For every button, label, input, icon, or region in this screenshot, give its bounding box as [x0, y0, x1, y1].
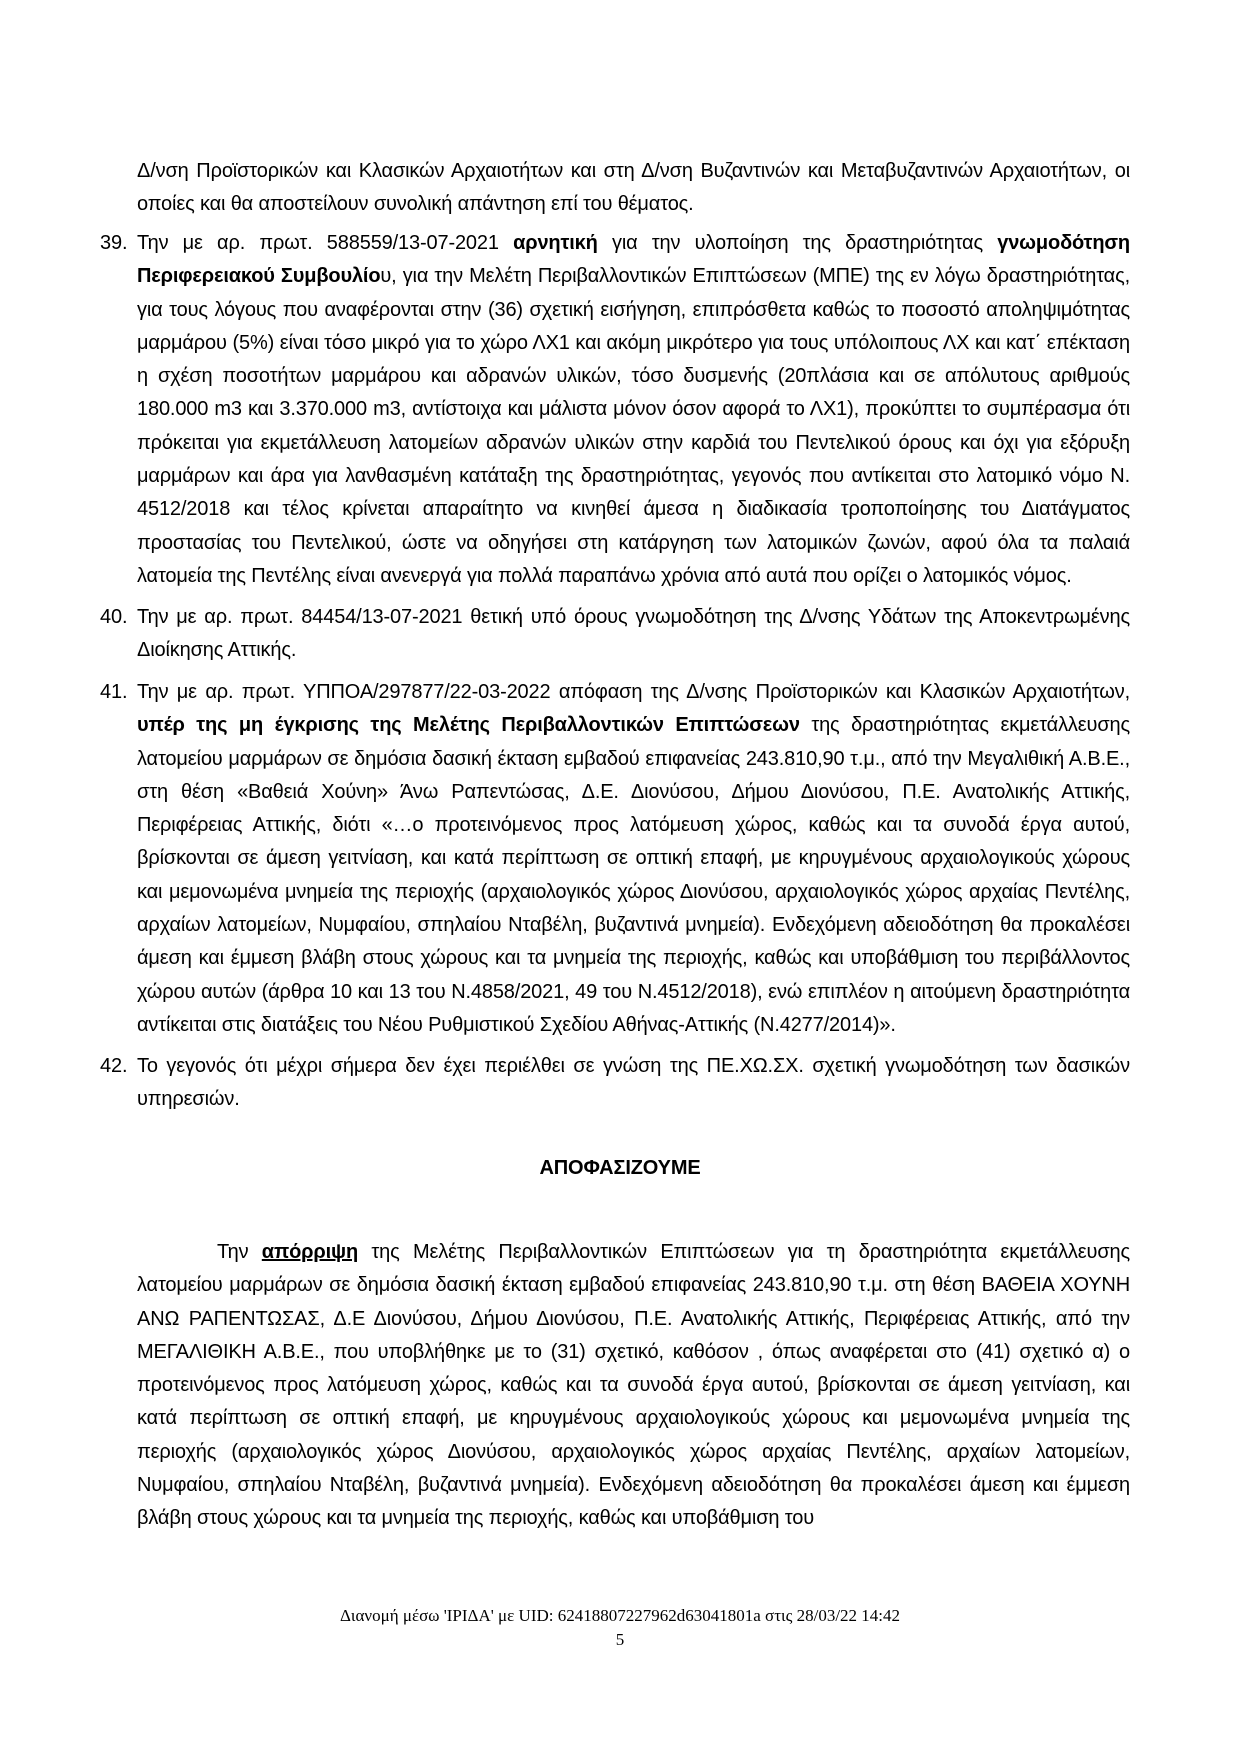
decision-text: της Μελέτης Περιβαλλοντικών Επιπτώσεων για τη δραστηριότητα εκμετάλλευσης λατομείου μαρμάρων σε δημόσια δασική έκταση εμβαδού επιφανείας 243.810,90 τ.μ. στη θέση ΒΑΘΕΙΑ ΧΟΥΝΗ ΑΝΩ ΡΑΠΕΝΤΩΣΑΣ, Δ.Ε Διονύσου, Δήμου Διονύσου, Π.Ε. Ανατολικής Αττικής, Περιφέρειας Αττικής, από την ΜΕΓΑΛΙΘΙΚΗ Α.Β.Ε., που υποβλήθηκε με το (31) σχετικό, καθόσον , όπως αναφέρεται στο (41) σχετικό α) ο προτεινόμενος προς λατόμευση χώρος, καθώς και τα συνοδά έργα αυτού, βρίσκονται σε άμεση γειτνίαση, και κατά περίπτωση σε οπτική επαφή, με κηρυγμένους αρχαιολογικούς χώρους και μεμονωμένα μνημεία της περιοχής (αρχαιολογικός χώρος Διονύσου, αρχαιολογικός χώρος αρχαίας Πεντέλης, αρχαίων λατομείων, Νυμφαίου, σπηλαίου Νταβέλη, βυζαντινά μνημεία). Ενδεχόμενη αδειοδότηση θα προκαλέσει άμεση και έμμεση βλάβη στους χώρους και τα μνημεία της περιοχής, καθώς και υποβάθμιση του [137, 1241, 1130, 1530]
decision-emphasis: απόρριψη [261, 1241, 359, 1263]
item-text [137, 676, 1130, 1042]
item-text-part: Την με αρ. πρωτ. 588559/13-07-2021 [137, 232, 514, 254]
item-text: Το γεγονός ότι μέχρι σήμερα δεν έχει περιέλθει σε γνώση της ΠΕ.ΧΩ.ΣΧ. σχετική γνωμοδότηση των δασικών υπηρεσιών. [137, 1055, 1130, 1111]
intro-paragraph [137, 155, 1130, 222]
intro-text: Δ/νση Προϊστορικών και Κλασικών Αρχαιοτήτων και στη Δ/νση Βυζαντινών και Μεταβυζαντινών Αρχαιοτήτων, οι οποίες και θα αποστείλουν συνολική απάντηση επί του θέματος. [137, 160, 1130, 216]
item-text [137, 227, 1130, 593]
item-number: 39. [100, 232, 128, 254]
item-text-part: Την με αρ. πρωτ. ΥΠΠΟΑ/297877/22-03-2022 απόφαση της Δ/νσης Προϊστορικών και Κλασικών Αρχαιοτήτων, [137, 681, 1130, 703]
item-bold-text: υπέρ της μη έγκρισης της Μελέτης Περιβαλλοντικών Επιπτώσεων [137, 714, 800, 737]
item-bold-text: αρνητική [513, 232, 598, 254]
item-number: 40. [100, 606, 128, 628]
item-text-part: για την υλοποίηση της δραστηριότητας [597, 232, 998, 254]
item-bold-text: γνωμοδότηση Περιφερειακού Συμβουλίο [137, 232, 1130, 288]
footer-distribution: Διανομή μέσω 'ΙΡΙΔΑ' με UID: 62418807227962d63041801a στις 28/03/22 14:42 [339, 1606, 901, 1625]
decision-lead: Την [217, 1241, 262, 1263]
item-text-part: της δραστηριότητας εκμετάλλευσης λατομείου μαρμάρων σε δημόσια δασική έκταση εμβαδού επιφανείας 243.810,90 τ.μ., από την Μεγαλιθική Α.Β.Ε., στη θέση «Βαθειά Χούνη» Άνω Ραπεντώσας, Δ.Ε. Διονύσου, Δήμου Διονύσου, Π.Ε. Ανατολικής Αττικής, Περιφέρειας Αττικής, διότι «…ο προτεινόμενος προς λατόμευση χώρος, καθώς και τα συνοδά έργα αυτού, βρίσκονται σε άμεση γειτνίαση, και κατά περίπτωση σε οπτική επαφή, με κηρυγμένους αρχαιολογικούς χώρους και μεμονωμένα μνημεία της περιοχής (αρχαιολογικός χώρος Διονύσου, αρχαιολογικός χώρος αρχαίας Πεντέλης, αρχαίων λατομείων, Νυμφαίου, σπηλαίου Νταβέλη, βυζαντινά μνημεία). Ενδεχόμενη αδειοδότηση θα προκαλέσει άμεση και έμμεση βλάβη στους χώρους και τα μνημεία της περιοχής, καθώς και υποβάθμιση του περιβάλλοντος χώρου αυτών (άρθρα 10 και 13 του Ν.4858/2021, 49 του Ν.4512/2018), ενώ επιπλέον η αιτούμενη δραστηριότητα αντίκειται στις διατάξεις του Νέου Ρυθμιστικού Σχεδίου Αθήνας-Αττικής (Ν.4277/2014)». [137, 714, 1130, 1036]
decision-paragraph [137, 1236, 1130, 1536]
page-number: 5 [615, 1630, 625, 1649]
item-text-part: υ, για την Μελέτη Περιβαλλοντικών Επιπτώσεων (ΜΠΕ) της εν λόγω δραστηριότητας, για τους λόγους που αναφέρονται στην (36) σχετική εισήγηση, επιπρόσθετα καθώς το ποσοστό αποληψιμότητας μαρμάρου (5%) είναι τόσο μικρό για το χώρο ΛΧ1 και ακόμη μικρότερο για τους υπόλοιπους ΛΧ και κατ΄ επέκταση η σχέση ποσοτήτων μαρμάρου και αδρανών υλικών, τόσο δυσμενής (20πλάσια και σε απόλυτους αριθμούς 180.000 m3 και 3.370.000 m3, αντίστοιχα και μάλιστα μόνον όσον αφορά το ΛΧ1), προκύπτει το συμπέρασμα ότι πρόκειται για εκμετάλλευση λατομείων αδρανών υλικών στην καρδιά του Πεντελικού όρους και όχι για εξόρυξη μαρμάρων και άρα για λανθασμένη κατάταξη της δραστηριότητας, γεγονός που αντίκειται στο λατομικό νόμο Ν. 4512/2018 και τέλος κρίνεται απαραίτητο να κινηθεί άμεσα η διαδικασία τροποποίησης του Διατάγματος προστασίας του Πεντελικού, ώστε να οδηγήσει στη κατάργηση των λατομικών ζωνών, αφού όλα τα παλαιά λατομεία της Πεντέλης είναι ανενεργά για πολλά παραπάνω χρόνια από αυτά που ορίζει ο λατομικός νόμος. [137, 265, 1130, 587]
item-text: Την με αρ. πρωτ. 84454/13-07-2021 θετική υπό όρους γνωμοδότηση της Δ/νσης Υδάτων της Αποκεντρωμένης Διοίκησης Αττικής. [137, 606, 1130, 662]
item-number: 42. [100, 1055, 128, 1077]
item-number: 41. [100, 681, 128, 703]
section-heading: ΑΠΟΦΑΣΙΖΟΥΜΕ [539, 1157, 701, 1179]
